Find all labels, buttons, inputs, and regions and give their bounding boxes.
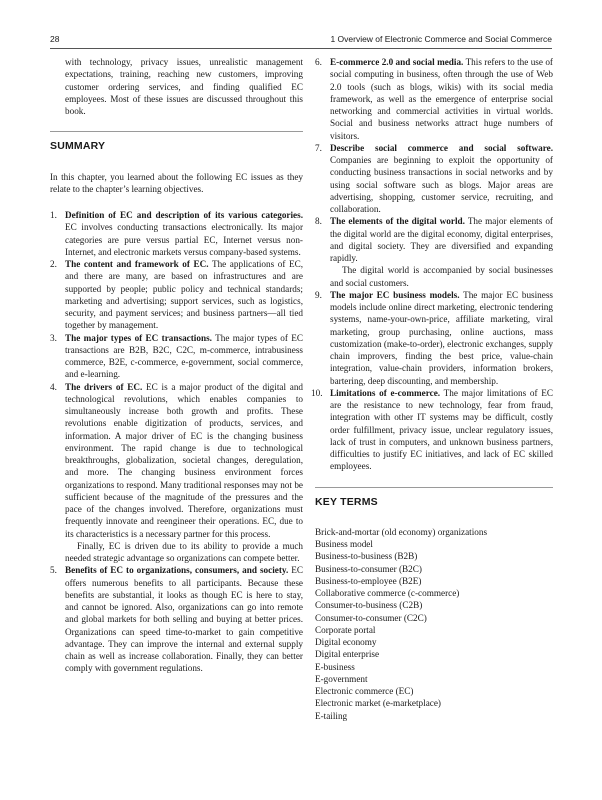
key-term: Brick-and-mortar (old economy) organizations [315,526,488,537]
item-title: Benefits of EC to organizations, consumers, and society. [65,565,289,576]
key-term: Digital enterprise [315,649,380,660]
item-number: 4. [50,381,57,392]
item-title: Limitations of e-commerce. [330,387,441,398]
item-text: Companies are beginning to exploit the opportunity of conducting business transactions in social networks and by using social software such as blogs. Major areas are advertising, shopping, customer service, recruiting, and collaboration. [330,155,553,214]
key-term: Consumer-to-consumer (C2C) [315,612,427,623]
summary-item-4 [50,381,303,565]
summary-heading: SUMMARY [50,140,106,153]
key-term: E-business [315,661,355,672]
item-text: The major types of EC transactions are B2B, B2C, C2C, m-commerce, intrabusiness commerce, B2E, c-commerce, e-government, social commerce, and e-learning. [65,332,303,380]
item-number: 6. [315,57,322,67]
item-extra-paragraph: The digital world is accompanied by social businesses and social customers. [330,265,553,288]
item-text: EC involves conducting transactions electronically. Its major categories are pure versus partial EC, Internet versus non-Internet, and electronic markets versus company-based systems. [65,222,303,257]
item-number: 9. [315,289,322,300]
item-extra-paragraph: Finally, EC is driven due to its ability to provide a much needed strategic advantage so organizations can compete better. [65,540,303,563]
item-text: The major EC business models include online direct marketing, electronic tendering systems, name-your-own-price, affiliate marketing, viral marketing, group purchasing, online auctions, mass customization (make-to-order), electronic exchanges, supply chain improvers, finding the best price, value-chain integration, value-chain providers, information brokers, bartering, deep discounting, and membership. [330,289,553,386]
key-term: Consumer-to-business (C2B) [315,600,423,611]
key-terms-list [315,526,553,722]
key-term: E-tailing [315,710,348,721]
summary-item-1 [50,209,303,258]
right-column [311,56,553,722]
key-term: Business-to-employee (B2E) [315,575,422,586]
summary-item-9 [315,289,553,387]
item-text: This refers to the use of social computing in business, often through the use of Web 2.0 tools (such as blogs, wikis) with its social media framework, as well as the emergence of enterprise social networking and commercial activities in virtual worlds. Social and business networks attract huge numbers of visitors. [330,57,553,141]
item-text: The applications of EC, and there are many, are based on infrastructures and are supported by people; public policy and technical standards; marketing and advertising; support services, such as logistics, security, and payment services; and business partners—all tied together by management. [65,259,303,331]
item-number: 2. [50,259,57,269]
item-title: E-commerce 2.0 and social media. [330,57,464,67]
key-term: Business-to-business (B2B) [315,551,418,562]
summary-item-3 [50,332,303,381]
item-title: The content and framework of EC. [65,259,209,269]
item-title: The major types of EC transactions. [65,332,212,343]
key-term: Digital economy [315,637,377,647]
item-number: 1. [50,210,57,220]
item-text: The major elements of the digital world are the digital economy, digital enterprises, and digital society. They are diversified and expanding rapidly. [330,216,553,263]
item-number: 10. [311,387,323,398]
key-term: Collaborative commerce (c-commerce) [315,588,460,598]
summary-item-2 [50,258,303,332]
summary-list [50,209,303,675]
item-text: EC offers numerous benefits to all participants. Because these benefits are substantial, it looks as though EC is here to stay, and cannot be ignored. Also, organizations can go into remote and global markets for both selling and buying at better prices. Organizations can speed time-to-market to gain competitive advantage. They can improve the internal and external supply chain as well as increase collaboration. Finally, they can better comply with government regulations. [65,565,303,674]
item-number: 8. [315,216,322,227]
key-term: Electronic commerce (EC) [315,686,414,696]
item-title: Definition of EC and description of its various categories. [65,210,303,220]
item-number: 3. [50,332,57,343]
section-divider [315,487,553,488]
running-header [50,34,552,49]
left-column [50,56,303,675]
item-title: The major EC business models. [330,289,460,300]
key-term: E-government [315,673,368,684]
item-text: The major limitations of EC are the resistance to new technology, fear from fraud, integration with other IT systems may be difficult, costly order fulfillment, privacy issue, unclear regulatory issues, lack of trust in computers, and unknown business partners, difficulties to justify EC initiatives, and lack of EC skilled employees. [330,387,553,472]
key-term: Business-to-consumer (B2C) [315,563,422,574]
summary-intro: In this chapter, you learned about the following EC issues as they relate to the chapter’s learning objectives. [50,171,303,194]
key-term: Corporate portal [315,624,376,635]
key-terms-heading: KEY TERMS [315,495,378,508]
section-divider [50,131,303,132]
summary-item-8 [315,215,553,289]
summary-item-6 [315,56,553,142]
summary-item-7 [315,142,553,216]
summary-item-5 [50,564,303,674]
summary-list-continued [311,56,553,473]
page-number: 28 [50,34,60,44]
item-title: The elements of the digital world. [330,216,465,227]
item-title: Describe social commerce and social software. [330,142,553,153]
item-text: EC is a major product of the digital and technological revolutions, which enables companies to simultaneously increase both growth and profits. These revolutions enable digitization of products, services, and information. A major driver of EC is the changing business environment. The rapid change is due to technological breakthroughs, globalization, societal changes, deregulation, and more. The changing business environment forces organizations to respond. Many traditional responses may not be sufficient because of the magnitude of the pressures and the pace of the changes involved. Therefore, organizations must frequently innovate and reengineer their operations. EC, due to its characteristics is a necessary partner for this process. [65,381,304,539]
key-term: Business model [315,539,373,549]
item-title: The drivers of EC. [65,381,143,392]
summary-item-10 [311,387,553,473]
continuation-paragraph: with technology, privacy issues, unrealistic management expectations, training, reaching new customers, improving customer ordering services, and finding qualified EC employees. Most of these issues are discussed throughout this book. [65,57,303,116]
item-number: 5. [50,565,57,576]
running-title: 1 Overview of Electronic Commerce and Social Commerce [330,34,552,44]
key-term: Electronic market (e-marketplace) [315,698,441,709]
item-number: 7. [315,142,322,153]
